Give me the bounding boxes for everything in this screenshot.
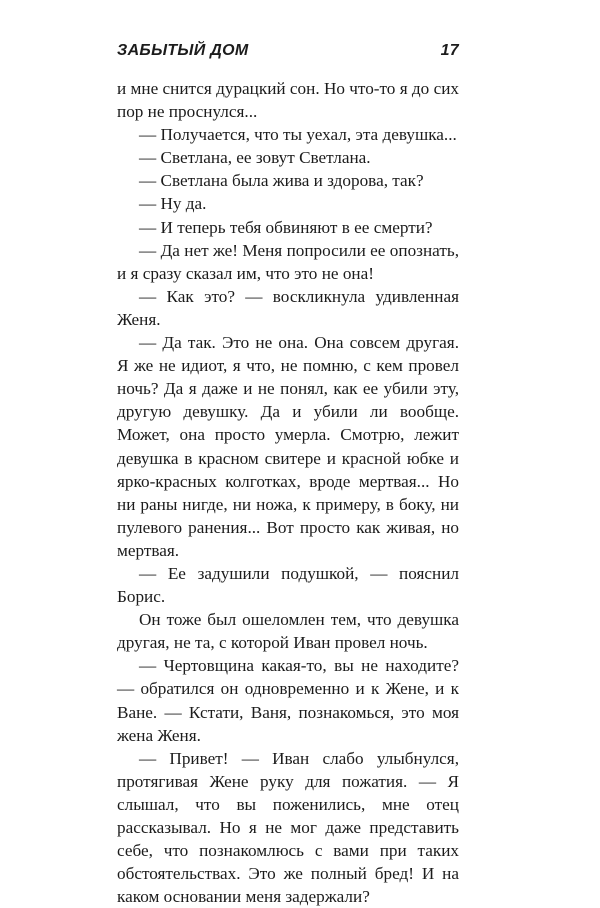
paragraph: — Ее задушили подушкой, — пояснил Борис.	[117, 563, 459, 607]
paragraph: — И теперь тебя обвиняют в ее смерти?	[139, 217, 433, 237]
paragraph: — Как это? — воскликнула удивленная Женя.	[117, 286, 459, 329]
paragraph: — Получается, что ты уехал, эта девушка...	[139, 125, 457, 145]
page-header	[117, 42, 459, 64]
paragraph: — Светлана, ее зовут Светлана.	[139, 148, 371, 168]
paragraph: — Да так. Это не она. Она совсем другая. Я же не идиот, я что, не помню, с кем провел ночь? Да я даже и не понял, как ее убили эту, другую девушку. Да и убили ли вообще. Может, она просто умерла. Смотрю, лежит девушка в красном свитере и красной юбке и ярко-красных колготках, вроде мертвая... Но ни раны нигде, ни ножа, к примеру, в боку, ни пулевого ранения... Вот просто как живая, но мертвая.	[117, 333, 459, 560]
paragraph: — Чертовщина какая-то, вы не находите? — обратился он одновременно и к Жене, и к Ване. — Кстати, Ваня, познакомься, это моя жена Женя.	[117, 656, 459, 745]
paragraph-continuation: и мне снится дурацкий сон. Но что-то я до сих пор не проснулся...	[117, 79, 459, 122]
paragraph: — Ну да.	[139, 194, 207, 214]
paragraph: — Привет! — Иван слабо улыбнулся, протягивая Жене руку для пожатия. — Я слышал, что вы поженились, мне отец рассказывал. Но я не мог даже представить себе, что познакомлюсь с вами при таких обстоятельствах. Это же полный бред! И на каком основании меня задержали?	[117, 748, 459, 907]
paragraph: — Да нет же! Меня попросили ее опознать, и я сразу сказал им, что это не она!	[117, 240, 459, 283]
running-title: ЗАБЫТЫЙ ДОМ	[117, 42, 249, 59]
page-number: 17	[440, 42, 459, 59]
paragraph: — Светлана была жива и здорова, так?	[139, 171, 424, 191]
paragraph: Он тоже был ошеломлен тем, что девушка другая, не та, с которой Иван провел ночь.	[117, 610, 459, 653]
body-text	[117, 77, 459, 908]
